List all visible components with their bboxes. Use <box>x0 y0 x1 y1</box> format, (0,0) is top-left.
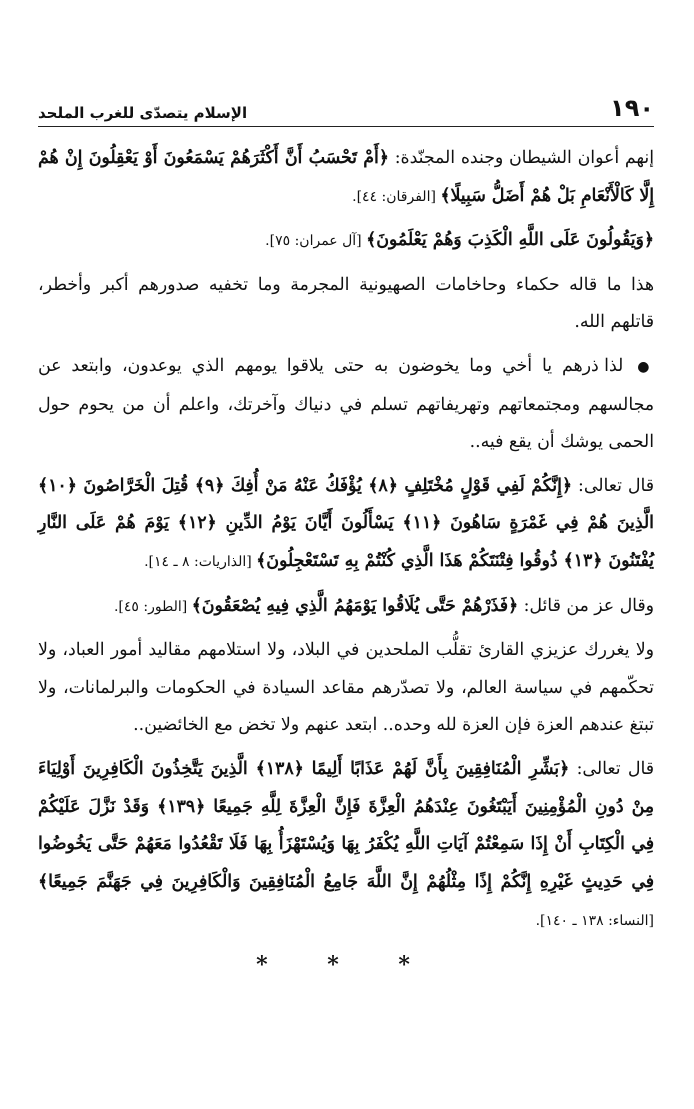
paragraph-lead: إنهم أعوان الشيطان وجنده المجنّدة: <box>388 148 654 168</box>
page-number: ١٩٠ <box>610 94 654 122</box>
page-body <box>38 140 654 984</box>
verse-reference: [الطور: ٤٥]. <box>113 598 192 615</box>
quran-verse: ﴿وَيَقُولُونَ عَلَى اللَّهِ الْكَذِبَ وَهُمْ يَعْلَمُونَ﴾ <box>366 230 654 251</box>
quran-verse: ﴿إِنَّكُمْ لَفِي قَوْلٍ مُخْتَلِفٍ ﴿٨﴾ يُؤْفَكُ عَنْهُ مَنْ أُفِكَ ﴿٩﴾ قُتِلَ الْخَرَّاصُونَ ﴿١٠﴾ الَّذِينَ هُمْ فِي غَمْرَةٍ سَاهُونَ ﴿١١﴾ يَسْأَلُونَ أَيَّانَ يَوْمُ الدِّينِ ﴿١٢﴾ يَوْمَ هُمْ عَلَى النَّارِ يُفْتَنُونَ ﴿١٣﴾ ذُوقُوا فِتْنَتَكُمْ هَذَا الَّذِي كُنْتُمْ بِهِ تَسْتَعْجِلُونَ﴾ <box>38 475 654 571</box>
paragraph-text: ولا يغررك عزيزي القارئ تقلُّب الملحدين في البلاد، ولا استلامهم مقاليد أمور العباد، ولا تحكّمهم في سياسة العالم، ولا تصدّرهم مقاعد السيادة في الحكومات والبرلمانات، ولا تبتغ عندهم العزة فإن العزة لله وحده.. ابتعد عنهم ولا تخض مع الخائضين.. <box>38 640 654 736</box>
verse-reference: [الذاريات: ٨ ـ ١٤]. <box>144 553 257 570</box>
paragraph-lead: وقال عز من قائل: <box>518 595 654 616</box>
paragraph-1 <box>38 140 654 216</box>
bullet-icon: ● <box>637 358 654 375</box>
book-title: الإسلام يتصدّى للغرب الملحد <box>38 104 248 122</box>
quran-verse: ﴿بَشِّرِ الْمُنَافِقِينَ بِأَنَّ لَهُمْ عَذَابًا أَلِيمًا ﴿١٣٨﴾ الَّذِينَ يَتَّخِذُونَ الْكَافِرِينَ أَوْلِيَاءَ مِنْ دُونِ الْمُؤْمِنِينَ أَيَبْتَغُونَ عِنْدَهُمُ الْعِزَّةَ فَإِنَّ الْعِزَّةَ لِلَّهِ جَمِيعًا ﴿١٣٩﴾ وَقَدْ نَزَّلَ عَلَيْكُمْ فِي الْكِتَابِ أَنْ إِذَا سَمِعْتُمْ آيَاتِ اللَّهِ يُكْفَرُ بِهَا وَيُسْتَهْزَأُ بِهَا فَلَا تَقْعُدُوا مَعَهُمْ حَتَّى يَخُوضُوا فِي حَدِيثٍ غَيْرِهِ إِنَّكُمْ إِذًا مِثْلُهُمْ إِنَّ اللَّهَ جَامِعُ الْمُنَافِقِينَ وَالْكَافِرِينَ فِي جَهَنَّمَ جَمِيعًا﴾ <box>38 758 654 892</box>
quran-verse: ﴿أَمْ تَحْسَبُ أَنَّ أَكْثَرَهُمْ يَسْمَعُونَ أَوْ يَعْقِلُونَ إِنْ هُمْ إِلَّا كَالْأَنْعَامِ بَلْ هُمْ أَضَلُّ سَبِيلًا﴾ <box>38 148 654 206</box>
running-header <box>38 92 654 127</box>
paragraph-text: لذا ذرهم يا أخي وما يخوضون به حتى يلاقوا يومهم الذي يوعدون، وابتعد عن مجالسهم ومجتمعاتهم وتهريفاتهم تسلم في دنياك وآخرتك، واعلم أن من يحوم حول الحمى يوشك أن يقع فيه.. <box>38 355 654 453</box>
paragraph-6 <box>38 588 654 627</box>
paragraph-8 <box>38 751 654 941</box>
section-divider: * * * <box>256 951 436 978</box>
paragraph-text: هذا ما قاله حكماء وحاخامات الصهيونية المجرمة وما تخفيه صدورهم أكبر وأخطر، قاتلهم الله. <box>38 274 654 333</box>
paragraph-lead: قال تعالى: <box>572 475 655 496</box>
paragraph-4 <box>38 348 654 462</box>
paragraph-3 <box>38 267 654 342</box>
paragraph-5 <box>38 468 654 582</box>
verse-reference: [الفرقان: ٤٤]. <box>352 188 441 205</box>
quran-verse: ﴿فَذَرْهُمْ حَتَّى يُلَاقُوا يَوْمَهُمُ الَّذِي فِيهِ يُصْعَقُونَ﴾ <box>191 595 519 616</box>
verse-reference: [آل عمران: ٧٥]. <box>265 233 367 250</box>
paragraph-lead: قال تعالى: <box>569 758 654 779</box>
paragraph-2 <box>38 222 654 261</box>
paragraph-7 <box>38 632 654 745</box>
verse-reference: [النساء: ١٣٨ ـ ١٤٠]. <box>535 913 654 930</box>
